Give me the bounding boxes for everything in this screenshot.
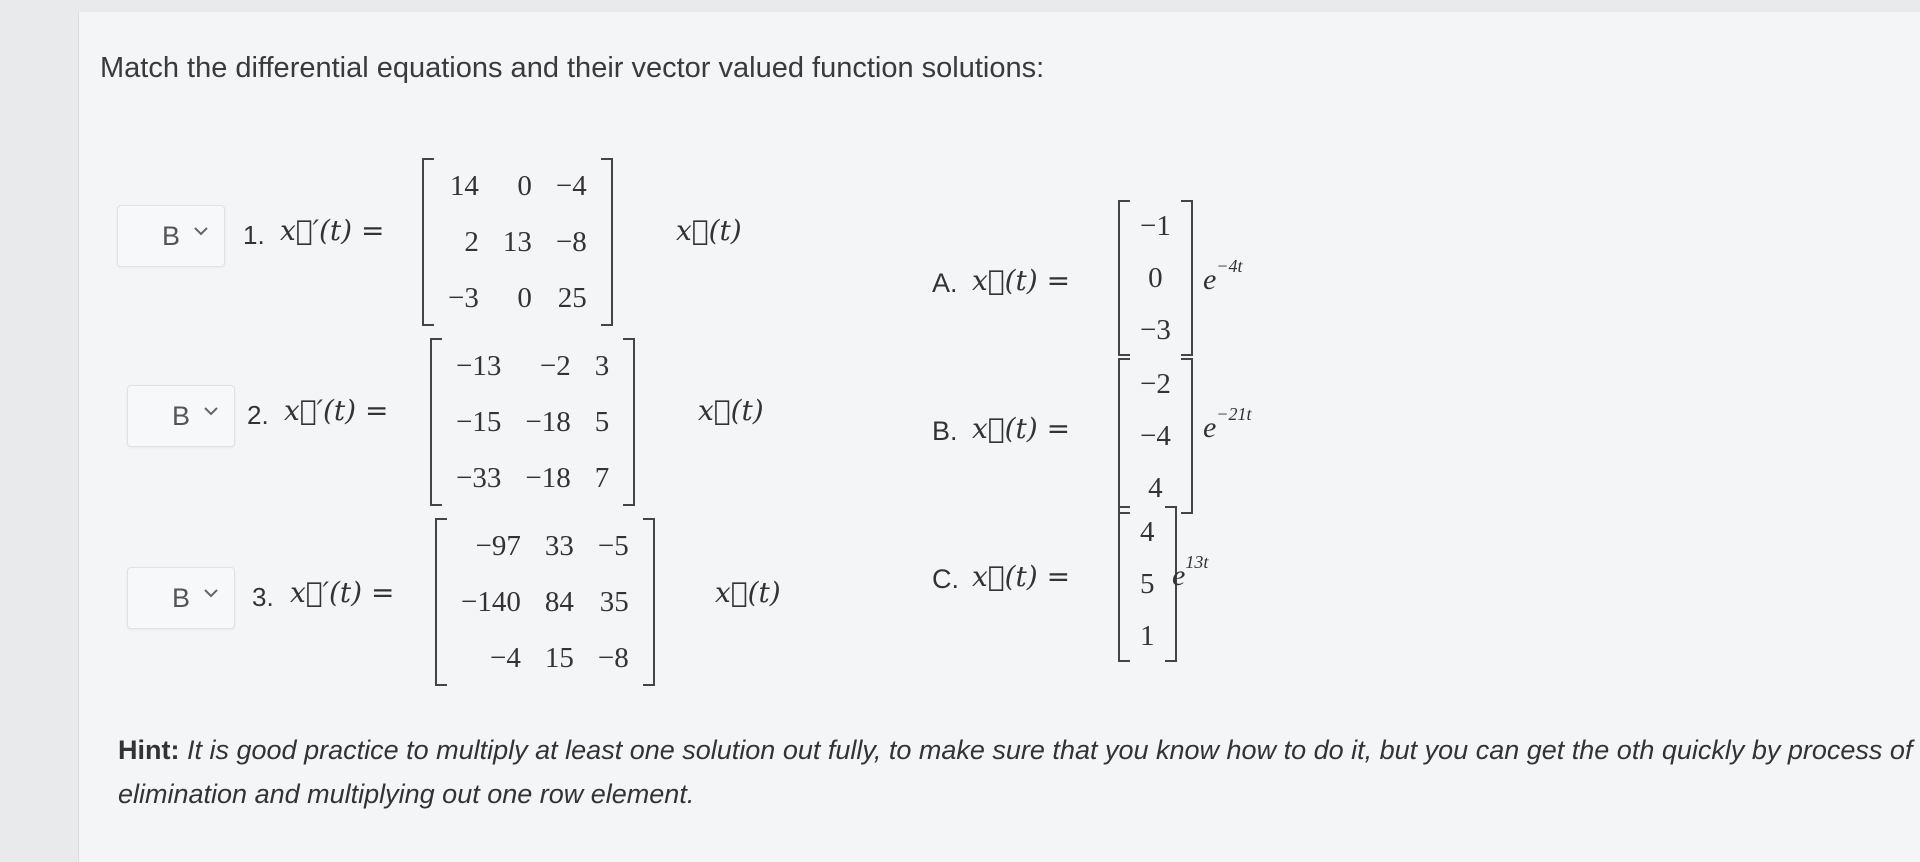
solution-label: C.: [932, 564, 959, 594]
exp-power: −4t: [1216, 256, 1243, 276]
answer-select-value: B: [172, 583, 191, 613]
hint-body: It is good practice to multiply at least one solution out fully, to make sure that you know how to do it, but you can get the oth quickly by process of elimination and multiplying out one row element.: [118, 735, 1913, 809]
matrix-cell: −4: [490, 642, 521, 674]
matrix-cell: −8: [555, 226, 587, 258]
exponential-term: [1172, 552, 1209, 593]
hint-text: [118, 728, 1918, 816]
answer-select-value: B: [172, 401, 191, 431]
exponential-term: [1203, 404, 1252, 445]
solution-lhs: x⃗(t) =: [972, 264, 1071, 297]
question-number: 1.: [243, 220, 265, 250]
answer-select-3[interactable]: [127, 567, 235, 629]
matrix-cell: −18: [525, 462, 571, 494]
chevron-down-icon: [202, 402, 220, 420]
matrix-cell: 0: [517, 170, 532, 202]
matrix-cell: −8: [597, 642, 629, 674]
matrix-cell: 13: [502, 226, 532, 258]
vector-cell: −3: [1140, 314, 1171, 346]
equation-rhs: x⃗(t): [698, 394, 764, 427]
vector-cell: 4: [1148, 472, 1163, 504]
matrix-cell: 3: [594, 350, 610, 382]
matrix-cell: 15: [544, 642, 574, 674]
coefficient-matrix: [422, 158, 613, 326]
matrix-cell: −97: [475, 530, 521, 562]
answer-select-1[interactable]: [117, 205, 225, 267]
exp-base: e: [1203, 263, 1217, 296]
matrix-cell: −15: [456, 406, 502, 438]
matrix-cell: 2: [464, 226, 479, 258]
equation-lhs: x⃗′(t) =: [280, 214, 385, 247]
matrix-cell: 5: [594, 406, 610, 438]
solution-vector: [1118, 506, 1177, 662]
solution-label: A.: [932, 268, 958, 298]
matrix-cell: 0: [517, 282, 532, 314]
solution-lhs: x⃗(t) =: [972, 412, 1071, 445]
equation-rhs: x⃗(t): [715, 576, 781, 609]
equation-lhs: x⃗′(t) =: [290, 576, 395, 609]
exp-power: −21t: [1216, 404, 1252, 424]
matrix-cell: −2: [539, 350, 571, 382]
equation-lhs: x⃗′(t) =: [284, 394, 389, 427]
vector-cell: −1: [1140, 210, 1171, 242]
solution-vector: [1118, 358, 1193, 514]
coefficient-matrix: [430, 338, 635, 506]
matrix-cell: −3: [448, 282, 479, 314]
matrix-cell: −5: [597, 530, 629, 562]
matrix-cell: 35: [599, 586, 629, 618]
hint-label: Hint:: [118, 735, 180, 765]
question-number: 2.: [247, 400, 269, 430]
equation-rhs: x⃗(t): [676, 214, 742, 247]
exponential-term: [1203, 256, 1243, 297]
answer-select-2[interactable]: [127, 385, 235, 447]
chevron-down-icon: [192, 222, 210, 240]
vector-cell: 4: [1140, 516, 1155, 548]
vector-cell: 5: [1140, 568, 1155, 600]
solution-lhs: x⃗(t) =: [972, 560, 1071, 593]
exp-base: e: [1203, 411, 1217, 444]
matrix-cell: 7: [594, 462, 610, 494]
solution-vector: [1118, 200, 1193, 356]
exp-base: e: [1172, 559, 1186, 592]
matrix-cell: 14: [449, 170, 479, 202]
vector-cell: −2: [1140, 368, 1171, 400]
matrix-cell: −140: [461, 586, 521, 618]
matrix-cell: −33: [456, 462, 502, 494]
answer-select-value: B: [162, 221, 181, 251]
matrix-cell: 25: [557, 282, 587, 314]
matrix-cell: 33: [544, 530, 574, 562]
matrix-cell: 84: [544, 586, 574, 618]
solution-label: B.: [932, 416, 958, 446]
matrix-cell: −18: [525, 406, 571, 438]
question-number: 3.: [252, 582, 274, 612]
matrix-cell: −13: [456, 350, 502, 382]
question-title: Match the differential equations and their vector valued function solutions:: [100, 52, 1045, 84]
chevron-down-icon: [202, 584, 220, 602]
vector-cell: 0: [1148, 262, 1163, 294]
matrix-cell: −4: [555, 170, 587, 202]
coefficient-matrix: [435, 518, 655, 686]
vector-cell: −4: [1140, 420, 1171, 452]
exp-power: 13t: [1185, 552, 1209, 572]
vector-cell: 1: [1140, 620, 1155, 652]
